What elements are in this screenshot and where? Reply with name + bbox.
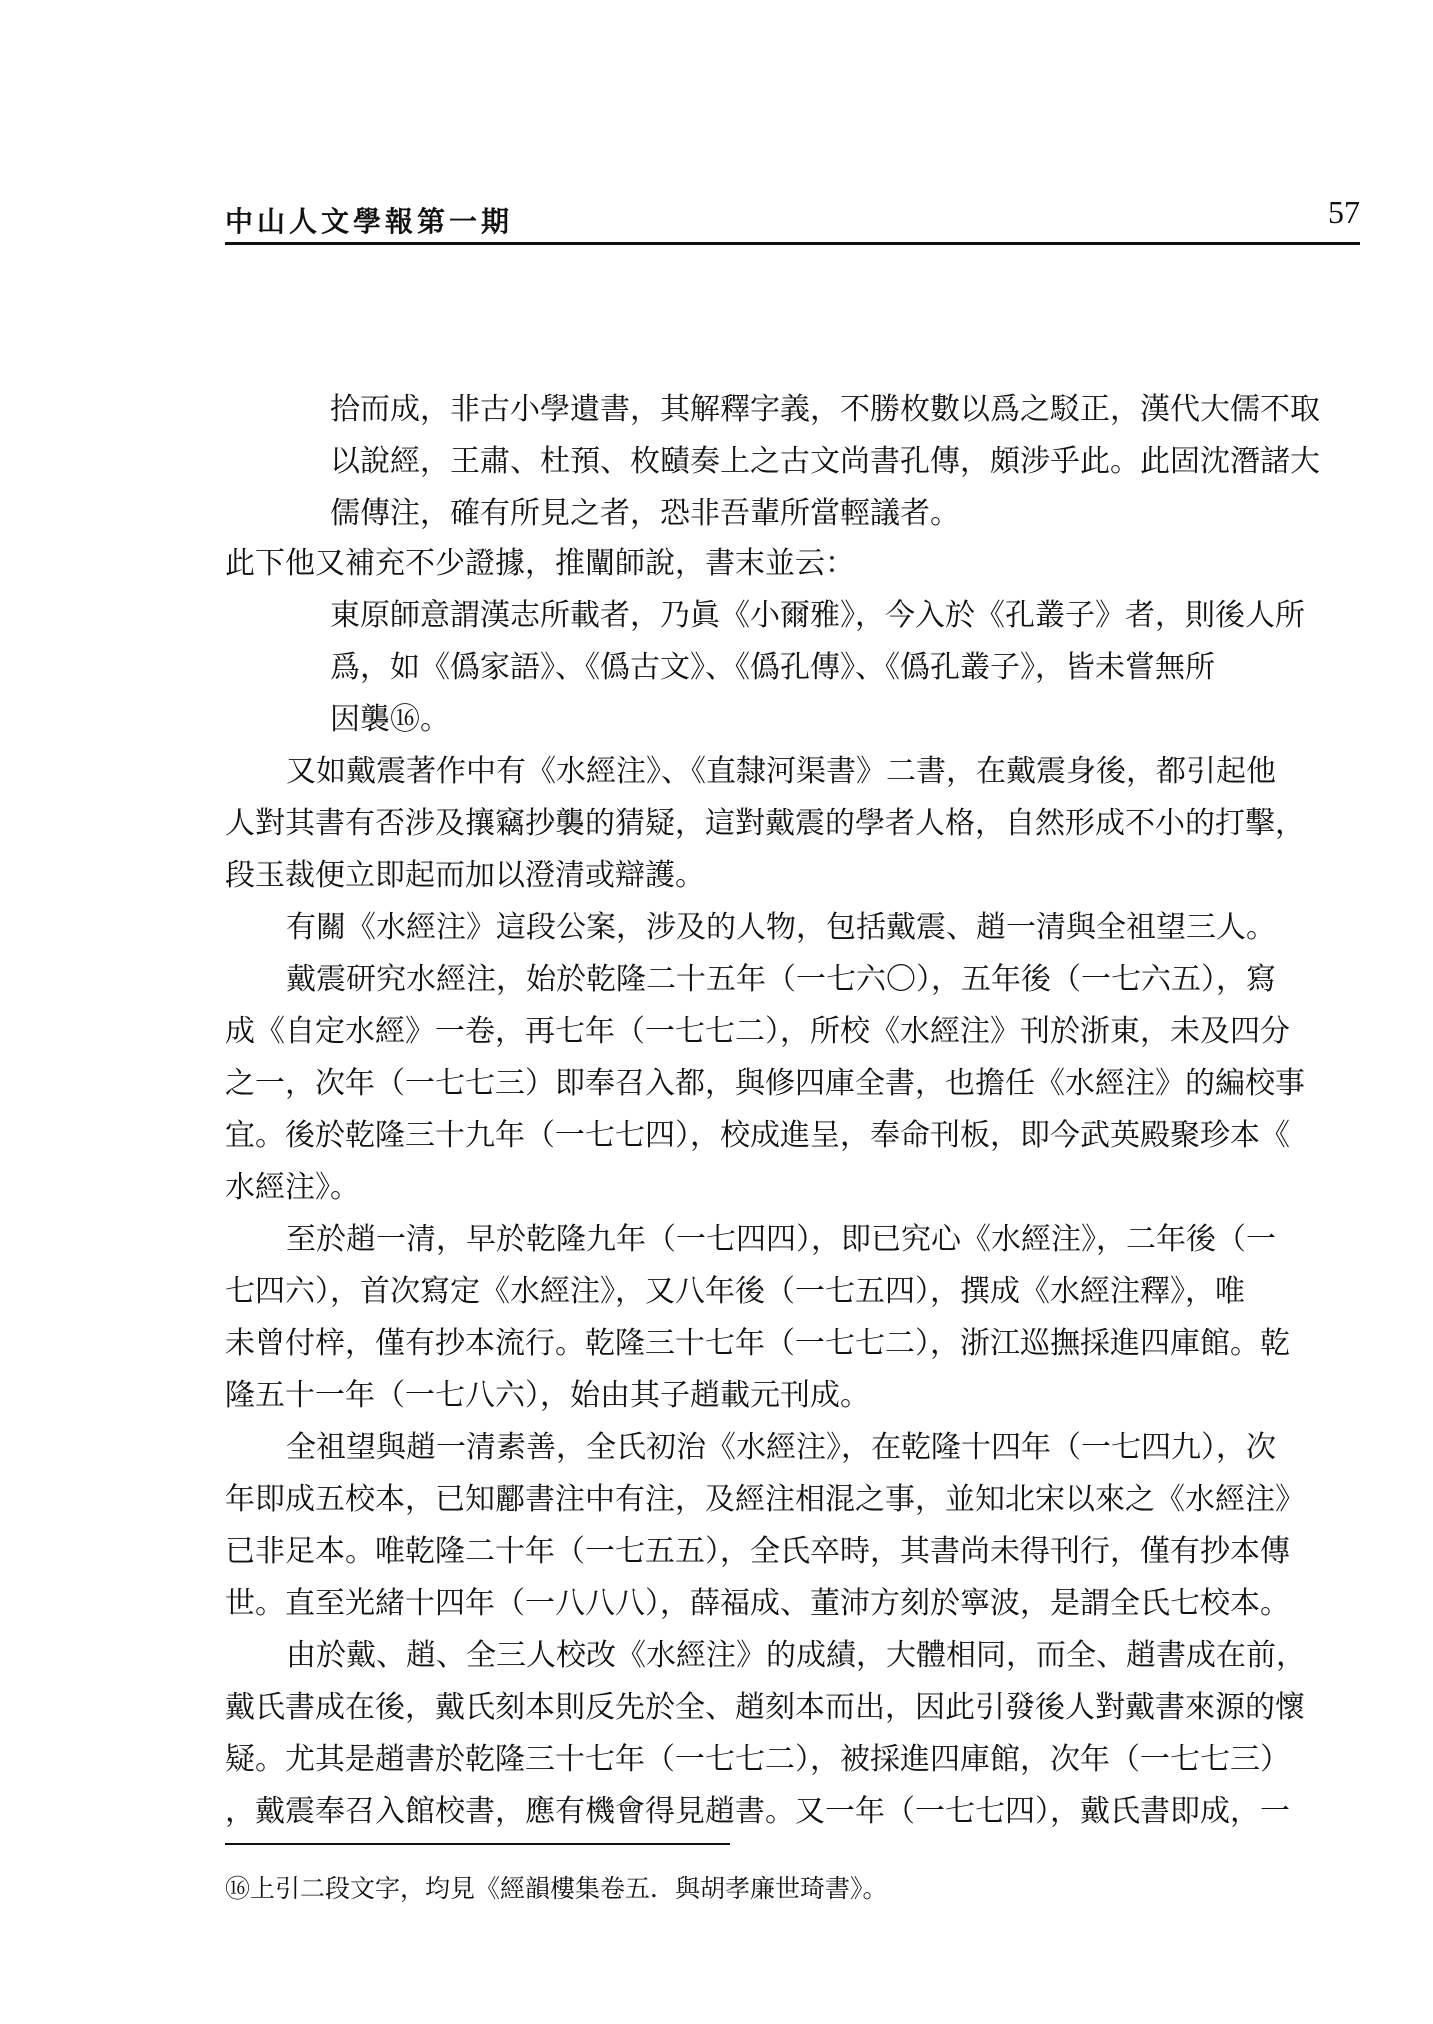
intro-line: 此下他又補充不少證據，推闡師說，書末並云： (225, 546, 855, 581)
paragraph-line: 戴震研究水經注，始於乾隆二十五年（一七六〇），五年後（一七六五），寫 (286, 962, 1276, 997)
quote2-line: 因襲⑯。 (330, 702, 450, 737)
header-rule (225, 242, 1360, 245)
running-header (225, 194, 1360, 244)
quote2-line: 爲，如《僞家語》、《僞古文》、《僞孔傳》、《僞孔叢子》，皆未嘗無所 (330, 650, 1215, 685)
paragraph-line: 疑。尤其是趙書於乾隆三十七年（一七七二），被採進四庫館，次年（一七七三） (225, 1742, 1290, 1777)
paragraph-line: 戴氏書成在後，戴氏刻本則反先於全、趙刻本而出，因此引發後人對戴書來源的懷 (225, 1690, 1305, 1725)
page-number: 57 (1328, 194, 1360, 230)
paragraph-line: 水經注》。 (225, 1170, 360, 1205)
paragraph-line: 全祖望與趙一清素善，全氏初治《水經注》，在乾隆十四年（一七四九），次 (286, 1430, 1276, 1465)
quote1-line: 拾而成，非古小學遺書，其解釋字義，不勝枚數以爲之駁正，漢代大儒不取 (330, 392, 1320, 427)
paragraph-line: 至於趙一清，早於乾隆九年（一七四四），即已究心《水經注》，二年後（一 (286, 1222, 1276, 1257)
paragraph-line: 世。直至光緒十四年（一八八八），薛福成、董沛方刻於寧波，是謂全氏七校本。 (225, 1586, 1290, 1621)
quote2-line: 東原師意謂漢志所載者，乃眞《小爾雅》，今入於《孔叢子》者，則後人所 (330, 598, 1305, 633)
paragraph-line: 七四六），首次寫定《水經注》，又八年後（一七五四），撰成《水經注釋》，唯 (225, 1274, 1245, 1309)
footnote: ⑯上引二段文字，均見《經韻樓集卷五．與胡孝廉世琦書》。 (225, 1874, 888, 1903)
paragraph-line: 隆五十一年（一七八六），始由其子趙載元刊成。 (225, 1378, 870, 1413)
paragraph-line: 已非足本。唯乾隆二十年（一七五五），全氏卒時，其書尚未得刊行，僅有抄本傳 (225, 1534, 1290, 1569)
paragraph-line: 未曾付梓，僅有抄本流行。乾隆三十七年（一七七二），浙江巡撫採進四庫館。乾 (225, 1326, 1290, 1361)
paragraph-line: 由於戴、趙、全三人校改《水經注》的成績，大體相同，而全、趙書成在前， (286, 1638, 1306, 1673)
paragraph-line: 成《自定水經》一卷，再七年（一七七二），所校《水經注》刊於浙東，未及四分 (225, 1014, 1290, 1049)
footnote-rule (225, 1843, 730, 1845)
paragraph-line: ，戴震奉召入館校書，應有機會得見趙書。又一年（一七七四），戴氏書即成，一 (225, 1794, 1290, 1829)
paragraph-line: 宜。後於乾隆三十九年（一七七四），校成進呈，奉命刊板，即今武英殿聚珍本《 (225, 1118, 1290, 1153)
quote1-line: 儒傳注，確有所見之者，恐非吾輩所當輕議者。 (330, 496, 960, 531)
paragraph-line: 人對其書有否涉及攘竊抄襲的猜疑，這對戴震的學者人格，自然形成不小的打擊， (225, 806, 1305, 841)
paragraph-line: 段玉裁便立即起而加以澄清或辯護。 (225, 858, 705, 893)
paragraph-line: 之一，次年（一七七三）即奉召入都，與修四庫全書，也擔任《水經注》的編校事 (225, 1066, 1305, 1101)
paragraph-line: 年即成五校本，已知酈書注中有注，及經注相混之事，並知北宋以來之《水經注》 (225, 1482, 1305, 1517)
journal-title: 中山人文學報第一期 (225, 205, 514, 238)
paragraph-line: 有關《水經注》這段公案，涉及的人物，包括戴震、趙一清與全祖望三人。 (286, 910, 1276, 945)
paragraph-line: 又如戴震著作中有《水經注》、《直隸河渠書》二書，在戴震身後，都引起他 (286, 754, 1276, 789)
quote1-line: 以說經，王肅、杜預、枚賾奏上之古文尚書孔傳，頗涉乎此。此固沈潛諸大 (330, 444, 1320, 479)
